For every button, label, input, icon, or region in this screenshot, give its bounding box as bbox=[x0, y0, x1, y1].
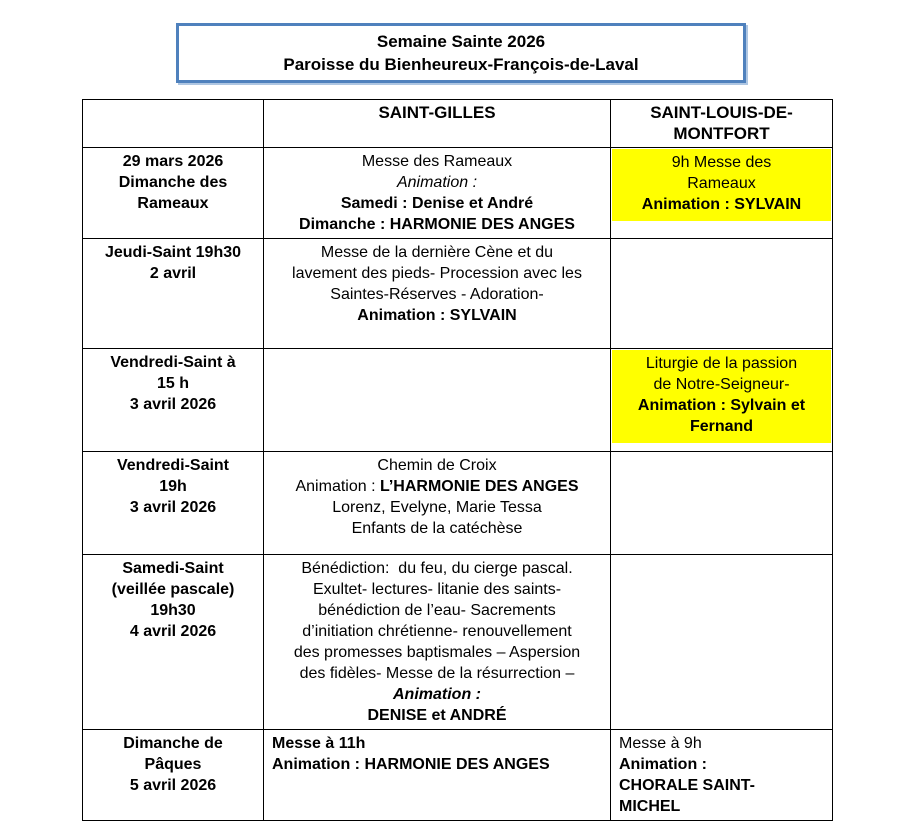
date-cell: Samedi-Saint (veillée pascale) 19h30 4 avril 2026 bbox=[83, 555, 264, 730]
date-cell: 29 mars 2026 Dimanche des Rameaux bbox=[83, 148, 264, 239]
event-cell-saint-louis bbox=[611, 555, 833, 730]
title-line-2: Paroisse du Bienheureux-François-de-Laval bbox=[283, 55, 639, 74]
highlight-block: 9h Messe des Rameaux Animation : SYLVAIN bbox=[612, 149, 831, 221]
date-cell: Vendredi-Saint à 15 h 3 avril 2026 bbox=[83, 349, 264, 452]
table-row bbox=[83, 148, 833, 239]
event-cell-saint-gilles bbox=[264, 349, 611, 452]
table-row bbox=[83, 452, 833, 555]
event-cell-saint-louis bbox=[611, 452, 833, 555]
header-saint-louis bbox=[611, 100, 833, 148]
event-cell-saint-louis bbox=[611, 148, 833, 239]
table-header-row bbox=[83, 100, 833, 148]
event-cell-saint-louis bbox=[611, 349, 833, 452]
event-cell-saint-louis: Messe à 9h Animation : CHORALE SAINT- MICHEL bbox=[611, 730, 833, 821]
schedule-table bbox=[82, 99, 833, 821]
table-row bbox=[83, 239, 833, 349]
church-name: SAINT-LOUIS-DE- bbox=[650, 103, 793, 122]
date-cell: Vendredi-Saint 19h 3 avril 2026 bbox=[83, 452, 264, 555]
event-cell-saint-gilles: Messe des Rameaux Animation : Samedi : Denise et André Dimanche : HARMONIE DES ANGES bbox=[264, 148, 611, 239]
table-row bbox=[83, 349, 833, 452]
header-saint-gilles bbox=[264, 100, 611, 148]
event-cell-saint-gilles: Messe de la dernière Cène et du lavement des pieds- Procession avec les Saintes-Réserves - Adoration- Animation : SYLVAIN bbox=[264, 239, 611, 349]
event-cell-saint-gilles: Messe à 11h Animation : HARMONIE DES ANGES bbox=[264, 730, 611, 821]
title-line-1: Semaine Sainte 2026 bbox=[376, 32, 546, 51]
animation-line: Animation : L’HARMONIE DES ANGES bbox=[295, 478, 579, 495]
table-row bbox=[83, 730, 833, 821]
title-box bbox=[176, 23, 746, 83]
church-name: MONTFORT bbox=[673, 124, 770, 143]
church-name: SAINT-GILLES bbox=[378, 103, 496, 122]
event-cell-saint-gilles: Bénédiction: du feu, du cierge pascal. Exultet- lectures- litanie des saints- bénédiction de l’eau- Sacrements d’initiation chrétienne- renouvellement des promesses baptismales – Aspersion des fidèles- Messe de la résurrection – Animation : DENISE et ANDRÉ bbox=[264, 555, 611, 730]
event-cell-saint-louis bbox=[611, 239, 833, 349]
header-empty-cell bbox=[83, 100, 264, 148]
event-cell-saint-gilles: Chemin de Croix Animation : L’HARMONIE DES ANGES Lorenz, Evelyne, Marie Tessa Enfants de la catéchèse bbox=[264, 452, 611, 555]
date-cell: Dimanche de Pâques 5 avril 2026 bbox=[83, 730, 264, 821]
date-cell: Jeudi-Saint 19h30 2 avril bbox=[83, 239, 264, 349]
table-row bbox=[83, 555, 833, 730]
highlight-block: Liturgie de la passion de Notre-Seigneur- Animation : Sylvain et Fernand bbox=[612, 350, 831, 443]
